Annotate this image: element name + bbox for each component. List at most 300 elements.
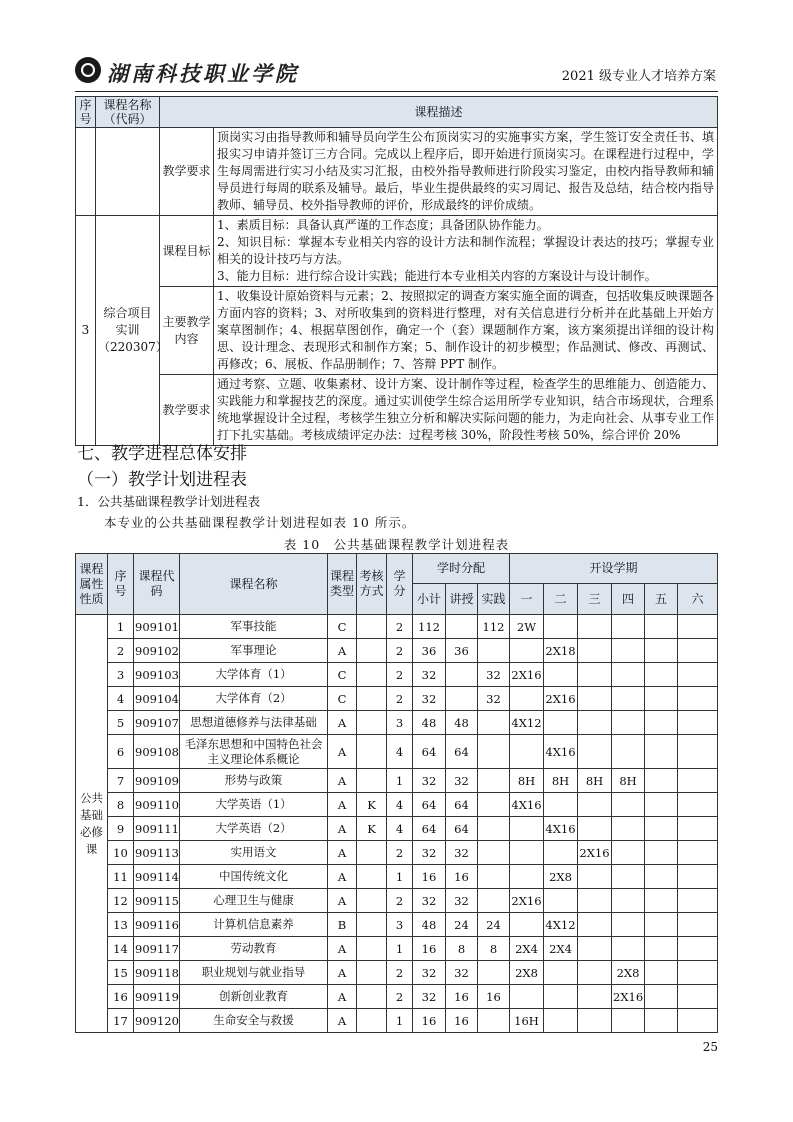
table-row [76,889,718,913]
cell-s2 [544,841,578,865]
table-row [76,687,718,711]
cell-exam [357,615,387,639]
section-item: 1．公共基础课程教学计划进程表 [77,494,260,509]
cell-s1 [510,687,544,711]
cell-seq: 7 [108,769,134,793]
col-header-s2: 二 [544,584,578,615]
cell-total: 32 [413,687,446,711]
cell-total: 16 [413,1009,446,1033]
cell-type: A [328,937,357,961]
cell-name: 劳动教育 [180,937,328,961]
cell-exam [357,639,387,663]
cell-practice: 32 [478,663,510,687]
cell-total: 64 [413,817,446,841]
cell-type: A [328,1009,357,1033]
cell-exam [357,913,387,937]
cell-s4 [612,663,645,687]
cell-type: C [328,663,357,687]
col-header-s5: 五 [645,584,678,615]
cell-s6 [678,735,718,769]
cell-s2: 2X16 [544,687,578,711]
cell-code: 909116 [134,913,180,937]
cell-lecture: 48 [446,711,478,735]
cell-lecture: 32 [446,841,478,865]
col-header-semesters: 开设学期 [510,554,718,584]
cell-name: 中国传统文化 [180,865,328,889]
table-row [76,793,718,817]
page-number: 25 [702,1040,718,1054]
cell-s4: 8H [612,769,645,793]
cell-credit: 4 [387,817,413,841]
cell-credit: 1 [387,769,413,793]
table-row [76,128,718,216]
cell-seq: 3 [108,663,134,687]
cell-lecture [446,687,478,711]
cell-practice [478,961,510,985]
cell-type: A [328,769,357,793]
cell-seq: 16 [108,985,134,1009]
table-row [76,961,718,985]
cell-code: 909104 [134,687,180,711]
cell-practice [478,711,510,735]
col-header-name: 课程名称 [180,554,328,615]
table-row [76,817,718,841]
cell-code: 909118 [134,961,180,985]
cell-total: 32 [413,961,446,985]
cell-s5 [645,985,678,1009]
cell-name: 大学英语（2） [180,817,328,841]
cell-name: 创新创业教育 [180,985,328,1009]
cell-s5 [645,735,678,769]
cell-s1: 2X16 [510,663,544,687]
cell-practice [478,735,510,769]
cell-exam [357,985,387,1009]
cell-seq: 4 [108,687,134,711]
cell-s6 [678,961,718,985]
cell-type: A [328,961,357,985]
cell-s5 [645,615,678,639]
cell-s2 [544,711,578,735]
cell-s2 [544,985,578,1009]
cell-credit: 2 [387,985,413,1009]
row-label: 主要教学内容 [160,287,214,375]
cell-exam [357,687,387,711]
cell-s5 [645,913,678,937]
cell-lecture [446,615,478,639]
cell-s3 [578,687,612,711]
cell-total: 48 [413,913,446,937]
cell-name: 计算机信息素养 [180,913,328,937]
section-subtitle: （一）教学计划进程表 [77,470,247,490]
cell-credit: 2 [387,961,413,985]
cell-exam [357,937,387,961]
cell-credit: 3 [387,913,413,937]
col-header-exam: 考核方式 [357,554,387,615]
cell-s2: 4X16 [544,817,578,841]
cell-name: 形势与政策 [180,769,328,793]
cell-s1 [510,913,544,937]
cell-s3 [578,663,612,687]
cell-practice [478,865,510,889]
cell-credit: 2 [387,889,413,913]
cell-code: 909117 [134,937,180,961]
cell-s5 [645,687,678,711]
cell-lecture [446,663,478,687]
cell-s6 [678,841,718,865]
cell-practice: 24 [478,913,510,937]
cell-name: 思想道德修养与法律基础 [180,711,328,735]
cell-s4 [612,937,645,961]
school-logo-icon [75,57,101,83]
cell-s5 [645,1009,678,1033]
table-row [76,287,718,375]
cell-s6 [678,817,718,841]
school-name: 湖南科技职业学院 [107,61,299,86]
cell-name: 心理卫生与健康 [180,889,328,913]
cell-s4 [612,793,645,817]
cell-s2: 4X16 [544,735,578,769]
cell-s1 [510,865,544,889]
cell-s5 [645,769,678,793]
cell-exam: K [357,793,387,817]
cell-s1: 16H [510,1009,544,1033]
col-header-course-name: 课程名称（代码） [96,97,160,128]
cell-s5 [645,841,678,865]
cell-s1: 2X16 [510,889,544,913]
cell-s4 [612,735,645,769]
cell-total: 64 [413,793,446,817]
cell-exam [357,711,387,735]
cell-s3 [578,961,612,985]
cell-code: 909114 [134,865,180,889]
cell-name: 大学体育（1） [180,663,328,687]
col-header-seq: 序号 [76,97,96,128]
cell-lecture: 64 [446,735,478,769]
row-description: 1、收集设计原始资料与元素；2、按照拟定的调查方案实施全面的调查，包括收集反映课题各方面内容的资料；3、对所收集到的资料进行整理，对有关信息进行分析并在此基础上开始方案草图制作；4、根据草图创作，确定一个（套）课题制作方案，该方案须提出详细的设计构思、设计理念、表现形式和制作方案；5、制作设计的初步模型；作品测试、修改、再测试、再修改；6、展板、作品册制作；7、答辩 PPT 制作。 [214,287,718,375]
col-header-total: 小计 [413,584,446,615]
cell-s3 [578,615,612,639]
cell-s5 [645,865,678,889]
cell-type: A [328,865,357,889]
cell-name: 生命安全与救援 [180,1009,328,1033]
page-header [75,55,718,92]
cell-seq: 13 [108,913,134,937]
cell-s2: 2X4 [544,937,578,961]
cell-s3 [578,711,612,735]
cell-s6 [678,769,718,793]
cell-code: 909107 [134,711,180,735]
cell-s6 [678,889,718,913]
cell-practice [478,817,510,841]
cell-seq: 6 [108,735,134,769]
cell-s3: 8H [578,769,612,793]
cell-s5 [645,793,678,817]
cell-exam [357,769,387,793]
cell-s6 [678,687,718,711]
cell-credit: 2 [387,615,413,639]
cell-s2 [544,663,578,687]
cell-type: A [328,639,357,663]
cell-code: 909119 [134,985,180,1009]
cell-s1: 2W [510,615,544,639]
cell-s3 [578,913,612,937]
cell-practice [478,1009,510,1033]
cell-credit: 4 [387,735,413,769]
cell-total: 64 [413,735,446,769]
row-description: 1、素质目标：具备认真严谨的工作态度；具备团队协作能力。 2、知识目标：掌握本专业相关内容的设计方法和制作流程；掌握设计表达的技巧；掌握专业相关的设计技巧与方法。 3、能力目标：进行综合设计实践；能进行本专业相关内容的方案设计与设计制作。 [214,216,718,287]
cell-s2: 2X18 [544,639,578,663]
table-row [76,937,718,961]
col-header-practice: 实践 [478,584,510,615]
cell-total: 32 [413,889,446,913]
cell-s4 [612,817,645,841]
cell-s1: 8H [510,769,544,793]
cell-code: 909108 [134,735,180,769]
cell-s2 [544,615,578,639]
cell-name: 职业规划与就业指导 [180,961,328,985]
cell-total: 16 [413,865,446,889]
course-schedule-table [75,553,718,1033]
cell-name: 军事理论 [180,639,328,663]
cell-s4 [612,711,645,735]
cell-s4 [612,913,645,937]
cell-practice [478,793,510,817]
col-header-seq: 序号 [108,554,134,615]
cell-s2 [544,793,578,817]
cell-s4 [612,1009,645,1033]
cell-seq: 1 [108,615,134,639]
cell-s4: 2X16 [612,985,645,1009]
cell-code: 909101 [134,615,180,639]
cell-s1: 2X8 [510,961,544,985]
cell-practice: 16 [478,985,510,1009]
cell-practice: 32 [478,687,510,711]
cell-seq: 14 [108,937,134,961]
cell-total: 32 [413,663,446,687]
cell-s3 [578,793,612,817]
cell-credit: 1 [387,937,413,961]
col-header-credit: 学分 [387,554,413,615]
cell-s6 [678,913,718,937]
cell-type: A [328,841,357,865]
table-row [76,663,718,687]
cell-code: 909120 [134,1009,180,1033]
cell-credit: 2 [387,687,413,711]
cell-s5 [645,961,678,985]
cell-s3 [578,1009,612,1033]
cell-exam [357,841,387,865]
cell-s1 [510,639,544,663]
cell-practice [478,889,510,913]
cell-total: 16 [413,937,446,961]
cell-s1 [510,817,544,841]
cell-seq: 5 [108,711,134,735]
cell-seq: 9 [108,817,134,841]
cell-s3 [578,865,612,889]
course-description-table [75,96,718,446]
row-description: 通过考察、立题、收集素材、设计方案、设计制作等过程，检查学生的思维能力、创造能力、实践能力和掌握技艺的深度。通过实训使学生综合运用所学专业知识，结合市场现状，合理系统地掌握设计全过程，考核学生独立分析和解决实际问题的能力，为走向社会、从事专业工作打下扎实基础。考核成绩评定办法：过程考核 30%，阶段性考核 50%，综合评价 20% [214,375,718,446]
cell-total: 32 [413,841,446,865]
cell-credit: 1 [387,865,413,889]
table-row [76,913,718,937]
cell-practice [478,769,510,793]
cell-s2: 8H [544,769,578,793]
cell-seq: 2 [108,639,134,663]
cell-credit: 3 [387,711,413,735]
cell-s6 [678,1009,718,1033]
cell-type: A [328,985,357,1009]
cell-s5 [645,711,678,735]
course-name: 综合项目实训（220307） [96,216,160,446]
row-label: 课程目标 [160,216,214,287]
cell-code: 909109 [134,769,180,793]
cell-name: 大学英语（1） [180,793,328,817]
cell-exam [357,663,387,687]
col-header-description: 课程描述 [160,97,718,128]
cell-code: 909103 [134,663,180,687]
cell-lecture: 32 [446,889,478,913]
cell-practice: 8 [478,937,510,961]
section-title: 七、教学进程总体安排 [77,444,247,464]
cell-s6 [678,663,718,687]
cell-practice [478,841,510,865]
cell-lecture: 36 [446,639,478,663]
cell-type: A [328,711,357,735]
cell-code: 909102 [134,639,180,663]
col-header-s3: 三 [578,584,612,615]
cell-name: 大学体育（2） [180,687,328,711]
table-row [76,711,718,735]
cell-credit: 2 [387,841,413,865]
cell-exam [357,1009,387,1033]
cell-type: A [328,889,357,913]
cell-credit: 1 [387,1009,413,1033]
cell-s5 [645,817,678,841]
cell-code: 909111 [134,817,180,841]
cell-lecture: 16 [446,1009,478,1033]
cell-seq: 10 [108,841,134,865]
cell-total: 32 [413,769,446,793]
cell-seq: 8 [108,793,134,817]
cell-s5 [645,639,678,663]
cell-exam [357,735,387,769]
cell-exam: K [357,817,387,841]
document-title: 2021 级专业人才培养方案 [561,69,716,84]
row-description: 顶岗实习由指导教师和辅导员向学生公布顶岗实习的实施事实方案，学生签订安全责任书、填报实习申请并签订三方合同。完成以上程序后，即开始进行顶岗实习。在课程进行过程中，学生每周需进行实习小结及实习汇报，由校外指导教师进行阶段实习鉴定，由校内指导教师和辅导员进行每周的联系及辅导。最后，毕业生提供最终的实习周记、报告及总结，结合校内指导教师、辅导员、校外指导教师的评价，形成最终的评价成绩。 [214,128,718,216]
table-row [76,865,718,889]
col-header-type: 课程类型 [328,554,357,615]
row-label: 教学要求 [160,375,214,446]
cell-s2: 2X8 [544,865,578,889]
cell-total: 112 [413,615,446,639]
cell-s1: 2X4 [510,937,544,961]
cell-s4 [612,687,645,711]
cell-code: 909113 [134,841,180,865]
cell-s3 [578,937,612,961]
cell-name: 实用语文 [180,841,328,865]
table-row [76,841,718,865]
cell-type: B [328,913,357,937]
cell-s6 [678,711,718,735]
cell-total: 32 [413,985,446,1009]
cell-s6 [678,985,718,1009]
col-header-code: 课程代码 [134,554,180,615]
col-header-s1: 一 [510,584,544,615]
table-row [76,615,718,639]
cell-credit: 4 [387,793,413,817]
cell-lecture: 32 [446,961,478,985]
cell-s1: 4X16 [510,793,544,817]
cell-s3 [578,735,612,769]
cell-seq: 11 [108,865,134,889]
table-row [76,735,718,769]
col-header-attr: 课程属性性质 [76,554,108,615]
cell-type: C [328,615,357,639]
cell-s6 [678,793,718,817]
cell-s6 [678,865,718,889]
cell-type: C [328,687,357,711]
col-header-s4: 四 [612,584,645,615]
cell-s1 [510,841,544,865]
cell-s6 [678,639,718,663]
cell-s4: 2X8 [612,961,645,985]
cell-s1 [510,735,544,769]
cell-seq: 17 [108,1009,134,1033]
cell-practice [478,639,510,663]
cell-s4 [612,865,645,889]
cell-lecture: 24 [446,913,478,937]
cell-exam [357,889,387,913]
cell-code: 909110 [134,793,180,817]
cell-s2 [544,961,578,985]
cell-s3 [578,639,612,663]
cell-s3 [578,889,612,913]
cell-lecture: 64 [446,793,478,817]
cell-credit: 2 [387,663,413,687]
cell-s4 [612,615,645,639]
cell-s4 [612,889,645,913]
cell-s2 [544,1009,578,1033]
cell-s5 [645,663,678,687]
row-label: 教学要求 [160,128,214,216]
cell-s5 [645,937,678,961]
cell-type: A [328,735,357,769]
table-row [76,216,718,287]
table-row [76,375,718,446]
cell-type: A [328,817,357,841]
cell-seq: 12 [108,889,134,913]
cell-s1 [510,985,544,1009]
course-seq: 3 [76,216,96,446]
cell-type: A [328,793,357,817]
cell-code: 909115 [134,889,180,913]
table-row [76,985,718,1009]
cell-seq: 15 [108,961,134,985]
cell-s5 [645,889,678,913]
cell-lecture: 16 [446,865,478,889]
cell-s4 [612,841,645,865]
cell-name: 军事技能 [180,615,328,639]
table-row [76,769,718,793]
cell-exam [357,961,387,985]
group-label: 公共基础必修课 [76,615,108,1033]
cell-s4 [612,639,645,663]
cell-credit: 2 [387,639,413,663]
table-row [76,1009,718,1033]
cell-lecture: 64 [446,817,478,841]
col-header-hours: 学时分配 [413,554,510,584]
cell-exam [357,865,387,889]
